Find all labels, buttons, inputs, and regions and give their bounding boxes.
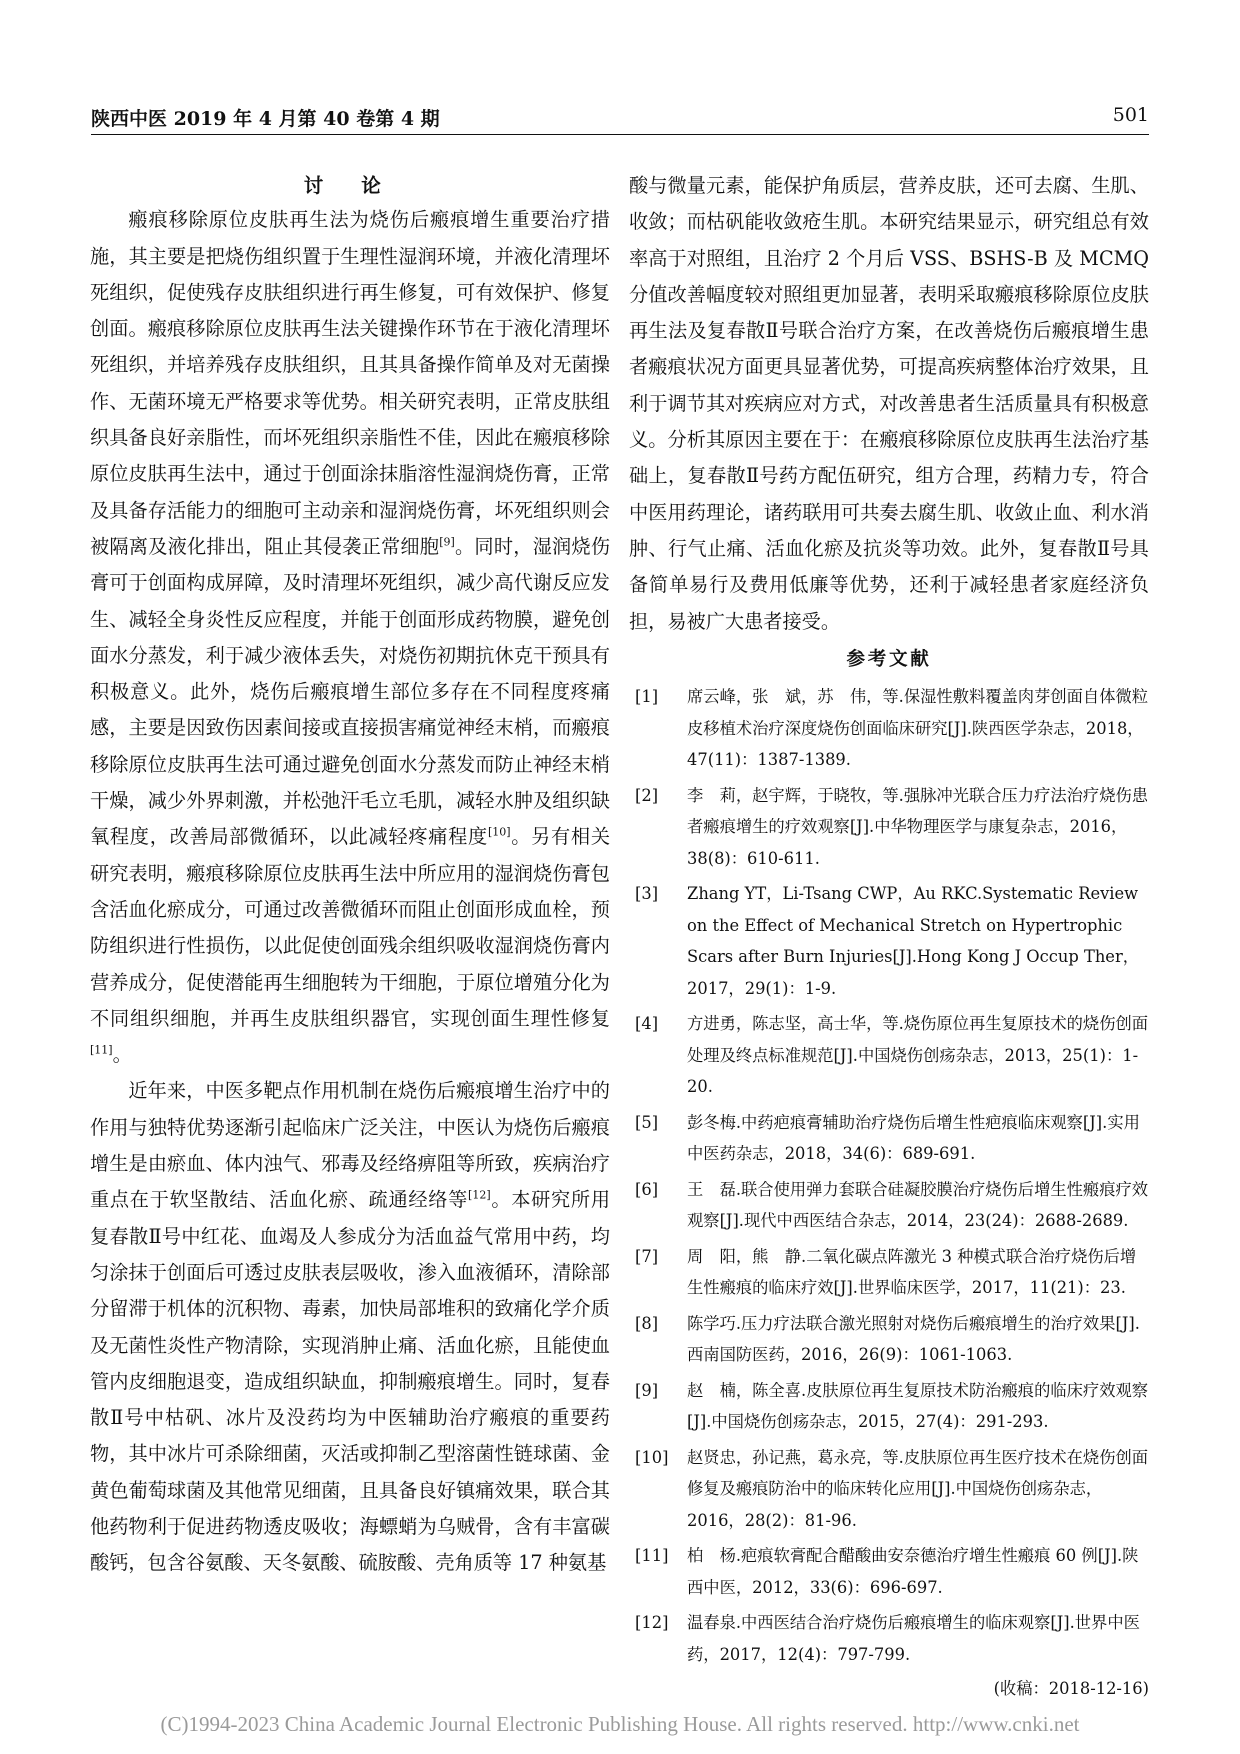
reference-item <box>629 1607 1149 1670</box>
journal-title: 陕西中医 2019 年 4 月第 40 卷第 4 期 <box>91 108 440 130</box>
references-title: 参考文献 <box>846 648 932 670</box>
reference-number: [10] <box>635 1447 669 1467</box>
reference-list <box>629 681 1149 1670</box>
reference-item <box>629 1540 1149 1603</box>
paragraph-text: 。同时，湿润烧伤膏可于创面构成屏障，及时清理坏死组织，减少高代谢反应发生、减轻全身炎性反应程度，并能于创面形成药物膜，避免创面水分蒸发，利于减少液体丢失，对烧伤初期抗休克干预具有积极意义。此外，烧伤后瘢痕增生部位多存在不同程度疼痛感，主要是因致伤因素间接或直接损害痛觉神经末梢，而瘢痕移除原位皮肤再生法可通过避免创面水分蒸发而防止神经末梢干燥，减少外界刺激，并松弛汗毛立毛肌，减轻水肿及组织缺氧程度，改善局部微循环，以此减轻疼痛程度 <box>90 534 611 849</box>
reference-item <box>629 681 1149 776</box>
citation: [11] <box>90 1043 113 1057</box>
reference-text: 温春泉.中西医结合治疗烧伤后瘢痕增生的临床观察[J].世界中医药，2017，12(4)：797-799. <box>687 1613 1140 1664</box>
citation: [9] <box>439 535 455 549</box>
reference-text: 方进勇，陈志坚，高士华，等.烧伤原位再生复原技术的烧伤创面处理及终点标准规范[J].中国烧伤创疡杂志，2013，25(1)：1-20. <box>687 1014 1149 1097</box>
reference-number: [11] <box>635 1546 669 1566</box>
reference-number: [12] <box>635 1613 669 1633</box>
paragraph-text: 。本研究所用复春散Ⅱ号中红花、血竭及人参成分为活血益气常用中药，均匀涂抹于创面后可透过皮肤表层吸收，渗入血液循环，清除部分留滞于机体的沉积物、毒素，加快局部堆积的致痛化学介质及无菌性炎性产物清除，实现消肿止痛、活血化瘀，且能使血管内皮细胞退变，造成组织缺血，抑制瘢痕增生。同时，复春散Ⅱ号中枯矾、冰片及没药均为中医辅助治疗瘢痕的重要药物，其中冰片可杀除细菌，灭活或抑制乙型溶菌性链球菌、金黄色葡萄球菌及其他常见细菌，且具备良好镇痛效果，联合其他药物利于促进药物透皮吸收；海螵蛸为乌贼骨，含有丰富碳酸钙，包含谷氨酸、天冬氨酸、硫胺酸、壳角质等 17 种氨基 <box>90 1188 611 1575</box>
reference-text: 周 阳，熊 静.二氧化碳点阵激光 3 种模式联合治疗烧伤后增生性瘢痕的临床疗效[J].世界临床医学，2017，11(21)：23. <box>687 1246 1137 1298</box>
paragraph-text: 瘢痕移除原位皮肤再生法为烧伤后瘢痕增生重要治疗措施，其主要是把烧伤组织置于生理性湿润环境，并液化清理坏死组织，促使残存皮肤组织进行再生修复，可有效保护、修复创面。瘢痕移除原位皮肤再生法关键操作环节在于液化清理坏死组织，并培养残存皮肤组织，且其具备操作简单及对无菌操作、无菌环境无严格要求等优势。相关研究表明，正常皮肤组织具备良好亲脂性，而坏死组织亲脂性不佳，因此在瘢痕移除原位皮肤再生法中，通过于创面涂抹脂溶性湿润烧伤膏，正常及具备存活能力的细胞可主动亲和湿润烧伤膏，坏死组织则会被隔离及液化排出，阻止其侵袭正常细胞 <box>90 208 610 558</box>
reference-text: 陈学巧.压力疗法联合激光照射对烧伤后瘢痕增生的治疗效果[J].西南国防医药，2016，26(9)：1061-1063. <box>687 1313 1140 1365</box>
left-column <box>90 168 610 1582</box>
reference-number: [4] <box>635 1014 659 1034</box>
reference-text: 彭冬梅.中药疤痕膏辅助治疗烧伤后增生性疤痕临床观察[J].实用中医药杂志，2018，34(6)：689-691. <box>687 1112 1140 1164</box>
page-header <box>91 100 1149 136</box>
right-column <box>629 168 1149 1704</box>
reference-item <box>629 1008 1149 1103</box>
reference-text: 柏 杨.疤痕软膏配合醋酸曲安奈德治疗增生性瘢痕 60 例[J].陕西中医，2012，33(6)：696-697. <box>687 1546 1139 1597</box>
reference-item <box>629 1107 1149 1170</box>
paragraph-text: 。另有相关研究表明，瘢痕移除原位皮肤再生法中所应用的湿润烧伤膏包含活血化瘀成分，可通过改善微循环而阻止创面形成血栓，预防组织进行性损伤，以此促使创面残余组织吸收湿润烧伤膏内营养成分，促使潜能再生细胞转为干细胞，于原位增殖分化为不同组织细胞，并再生皮肤组织器官，实现创面生理性修复 <box>90 825 611 1030</box>
reference-text: 席云峰，张 斌，苏 伟，等.保湿性敷料覆盖肉芽创面自体微粒皮移植术治疗深度烧伤创面临床研究[J].陕西医学杂志，2018，47(11)：1387-1389. <box>687 687 1149 770</box>
reference-item <box>629 780 1149 875</box>
discussion-paragraph-2 <box>90 1073 610 1581</box>
citation: [10] <box>487 825 511 839</box>
paragraph-text: 近年来，中医多靶点作用机制在烧伤后瘢痕增生治疗中的作用与独特优势逐渐引起临床广泛关注，中医认为烧伤后瘢痕增生是由瘀血、体内浊气、邪毒及经络痹阻等所致，疾病治疗重点在于软坚散结、活血化瘀、疏通经络等 <box>90 1079 610 1212</box>
reference-text: Zhang YT，Li-Tsang CWP，Au RKC.Systematic Review on the Effect of Mechanical Stretch on Hypertrophic Scars after Burn Injuries[J].Hong Kong J Occup Ther，2017，29(1)：1-9. <box>687 884 1140 998</box>
reference-item <box>629 1241 1149 1304</box>
reference-text: 王 磊.联合使用弹力套联合硅凝胶膜治疗烧伤后增生性瘢痕疗效观察[J].现代中西医结合杂志，2014，23(24)：2688-2689. <box>687 1179 1149 1231</box>
reference-item <box>629 1375 1149 1438</box>
reference-number: [1] <box>635 687 659 707</box>
reference-text: 赵 楠，陈全喜.皮肤原位再生复原技术防治瘢痕的临床疗效观察[J].中国烧伤创疡杂志，2015，27(4)：291-293. <box>687 1380 1149 1432</box>
reference-item <box>629 1308 1149 1371</box>
discussion-paragraph-1 <box>90 202 610 1073</box>
copyright-footer: (C)1994-2023 China Academic Journal Electronic Publishing House. All rights reserved. http://www.cnki.net <box>160 1712 1080 1736</box>
paragraph-text: 。 <box>112 1043 132 1067</box>
reference-text: 赵贤忠，孙记燕，葛永亮，等.皮肤原位再生医疗技术在烧伤创面修复及瘢痕防治中的临床转化应用[J].中国烧伤创疡杂志，2016，28(2)：81-96. <box>687 1447 1149 1530</box>
received-date: (收稿：2018-12-16) <box>993 1679 1149 1699</box>
reference-number: [7] <box>635 1246 659 1266</box>
discussion-paragraph-2-continued <box>629 168 1149 640</box>
reference-text: 李 莉，赵宇辉，于晓牧，等.强脉冲光联合压力疗法治疗烧伤患者瘢痕增生的疗效观察[J].中华物理医学与康复杂志，2016，38(8)：610-611. <box>687 785 1149 868</box>
reference-number: [2] <box>635 785 659 805</box>
reference-number: [6] <box>635 1179 659 1199</box>
reference-item <box>629 878 1149 1004</box>
reference-number: [9] <box>635 1380 659 1400</box>
page-number: 501 <box>1112 104 1149 126</box>
citation: [12] <box>468 1188 491 1202</box>
reference-item <box>629 1174 1149 1237</box>
reference-number: [5] <box>635 1112 659 1132</box>
reference-number: [8] <box>635 1313 659 1333</box>
paragraph-text: 酸与微量元素，能保护角质层，营养皮肤，还可去腐、生肌、收敛；而枯矾能收敛疮生肌。本研究结果显示，研究组总有效率高于对照组，且治疗 2 个月后 VSS、BSHS-B 及 MCMQ 分值改善幅度较对照组更加显著，表明采取瘢痕移除原位皮肤再生法及复春散Ⅱ号联合治疗方案，在改善烧伤后瘢痕增生患者瘢痕状况方面更具显著优势，可提高疾病整体治疗效果，且利于调节其对疾病应对方式，对改善患者生活质量具有积极意义。分析其原因主要在于：在瘢痕移除原位皮肤再生法治疗基础上，复春散Ⅱ号药方配伍研究，组方合理，药精力专，符合中医用药理论，诸药联用可共奏去腐生肌、收敛止血、利水消肿、行气止痛、活血化瘀及抗炎等功效。此外，复春散Ⅱ号具备简单易行及费用低廉等优势，还利于减轻患者家庭经济负担，易被广大患者接受。 <box>629 174 1149 633</box>
reference-number: [3] <box>635 884 659 904</box>
reference-item <box>629 1442 1149 1537</box>
discussion-title: 讨 论 <box>303 174 397 197</box>
header-rule <box>91 134 1149 135</box>
